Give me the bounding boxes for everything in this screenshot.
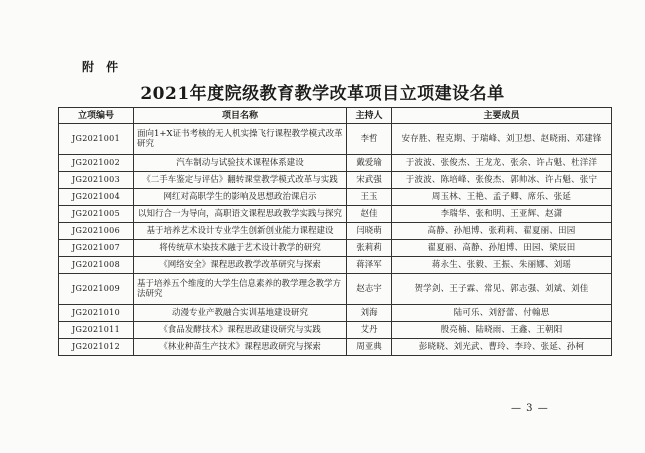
page-title: 2021年度院级教育教学改革项目立项建设名单	[140, 84, 505, 104]
cell-project-name: 《二手车鉴定与评估》翻转课堂教学模式改革与实践	[134, 172, 347, 189]
cell-project-name: 《食品发酵技术》课程思政建设研究与实践	[134, 322, 347, 339]
cell-code: JG2021010	[59, 305, 134, 322]
table-row	[59, 124, 612, 155]
cell-code: JG2021008	[59, 257, 134, 274]
cell-code: JG2021002	[59, 155, 134, 172]
table-row	[59, 206, 612, 223]
cell-host: 周亚典	[347, 339, 392, 356]
cell-host: 刘海	[347, 305, 392, 322]
cell-code: JG2021009	[59, 274, 134, 305]
project-table	[58, 107, 612, 356]
cell-code: JG2021003	[59, 172, 134, 189]
cell-members: 李瑞华、张和明、王亚辉、赵潇	[392, 206, 612, 223]
cell-members: 周玉林、王艳、孟子卿、席乐、张延	[392, 189, 612, 206]
cell-members: 蒋永生、张毅、王振、朱丽娜、刘瑶	[392, 257, 612, 274]
cell-host: 蒋泽军	[347, 257, 392, 274]
table-row	[59, 322, 612, 339]
cell-project-name: 基于培养艺术设计专业学生创新创业能力课程建设	[134, 223, 347, 240]
page-number: — 3 —	[511, 403, 549, 414]
table-row	[59, 339, 612, 356]
cell-members: 于波波、张俊杰、王龙龙、张余、许占魁、杜洋洋	[392, 155, 612, 172]
cell-project-name: 以知行合一为导向，高职语文课程思政教学实践与探究	[134, 206, 347, 223]
table-row	[59, 155, 612, 172]
cell-code: JG2021007	[59, 240, 134, 257]
cell-project-name: 动漫专业产教融合实训基地建设研究	[134, 305, 347, 322]
table-row	[59, 305, 612, 322]
cell-host: 艾丹	[347, 322, 392, 339]
table-row	[59, 172, 612, 189]
cell-host: 赵佳	[347, 206, 392, 223]
table-header-row	[59, 108, 612, 124]
cell-project-name: 《林业种苗生产技术》课程思政研究与探索	[134, 339, 347, 356]
cell-code: JG2021001	[59, 124, 134, 155]
cell-project-name: 《网络安全》课程思政教学改革研究与探索	[134, 257, 347, 274]
cell-host: 赵志宇	[347, 274, 392, 305]
cell-members: 翟夏丽、高静、孙旭博、田园、梁辰田	[392, 240, 612, 257]
cell-members: 殷亮楠、陆晓雨、王鑫、王朝阳	[392, 322, 612, 339]
cell-host: 闫晓萌	[347, 223, 392, 240]
cell-project-name: 基于培养五个维度的大学生信息素养的教学理念教学方法研究	[134, 274, 347, 305]
header-host: 主持人	[347, 108, 392, 124]
table-row	[59, 189, 612, 206]
cell-members: 于波波、陈培峰、张俊杰、郭帅冰、许占魁、张宁	[392, 172, 612, 189]
cell-host: 王玉	[347, 189, 392, 206]
cell-code: JG2021012	[59, 339, 134, 356]
attachment-label: 附 件	[82, 60, 123, 74]
table-row	[59, 274, 612, 305]
cell-members: 安存胜、程克期、于瑞峰、刘卫想、赵晓雨、邓建锋	[392, 124, 612, 155]
table-row	[59, 223, 612, 240]
cell-host: 戴爱瑜	[347, 155, 392, 172]
cell-host: 李哲	[347, 124, 392, 155]
cell-code: JG2021011	[59, 322, 134, 339]
cell-project-name: 将传统草木染技术融于艺术设计教学的研究	[134, 240, 347, 257]
cell-host: 张莉莉	[347, 240, 392, 257]
cell-code: JG2021004	[59, 189, 134, 206]
header-code: 立项编号	[59, 108, 134, 124]
header-members: 主要成员	[392, 108, 612, 124]
cell-members: 彭晓晓、刘光武、曹玲、李玲、张延、孙柯	[392, 339, 612, 356]
cell-code: JG2021006	[59, 223, 134, 240]
cell-members: 陆可乐、刘舒蕾、付翰思	[392, 305, 612, 322]
cell-project-name: 面向1+X证书考核的无人机实操飞行课程教学模式改革研究	[134, 124, 347, 155]
table-row	[59, 257, 612, 274]
cell-code: JG2021005	[59, 206, 134, 223]
cell-host: 宋武强	[347, 172, 392, 189]
header-name: 项目名称	[134, 108, 347, 124]
cell-members: 贺学剑、王子霖、常见、郭志强、刘斌、刘佳	[392, 274, 612, 305]
cell-project-name: 汽车制动与试验技术课程体系建设	[134, 155, 347, 172]
cell-members: 高静、孙旭博、张莉莉、翟夏丽、田园	[392, 223, 612, 240]
cell-project-name: 网红对高职学生的影响及思想政治课启示	[134, 189, 347, 206]
table-row	[59, 240, 612, 257]
